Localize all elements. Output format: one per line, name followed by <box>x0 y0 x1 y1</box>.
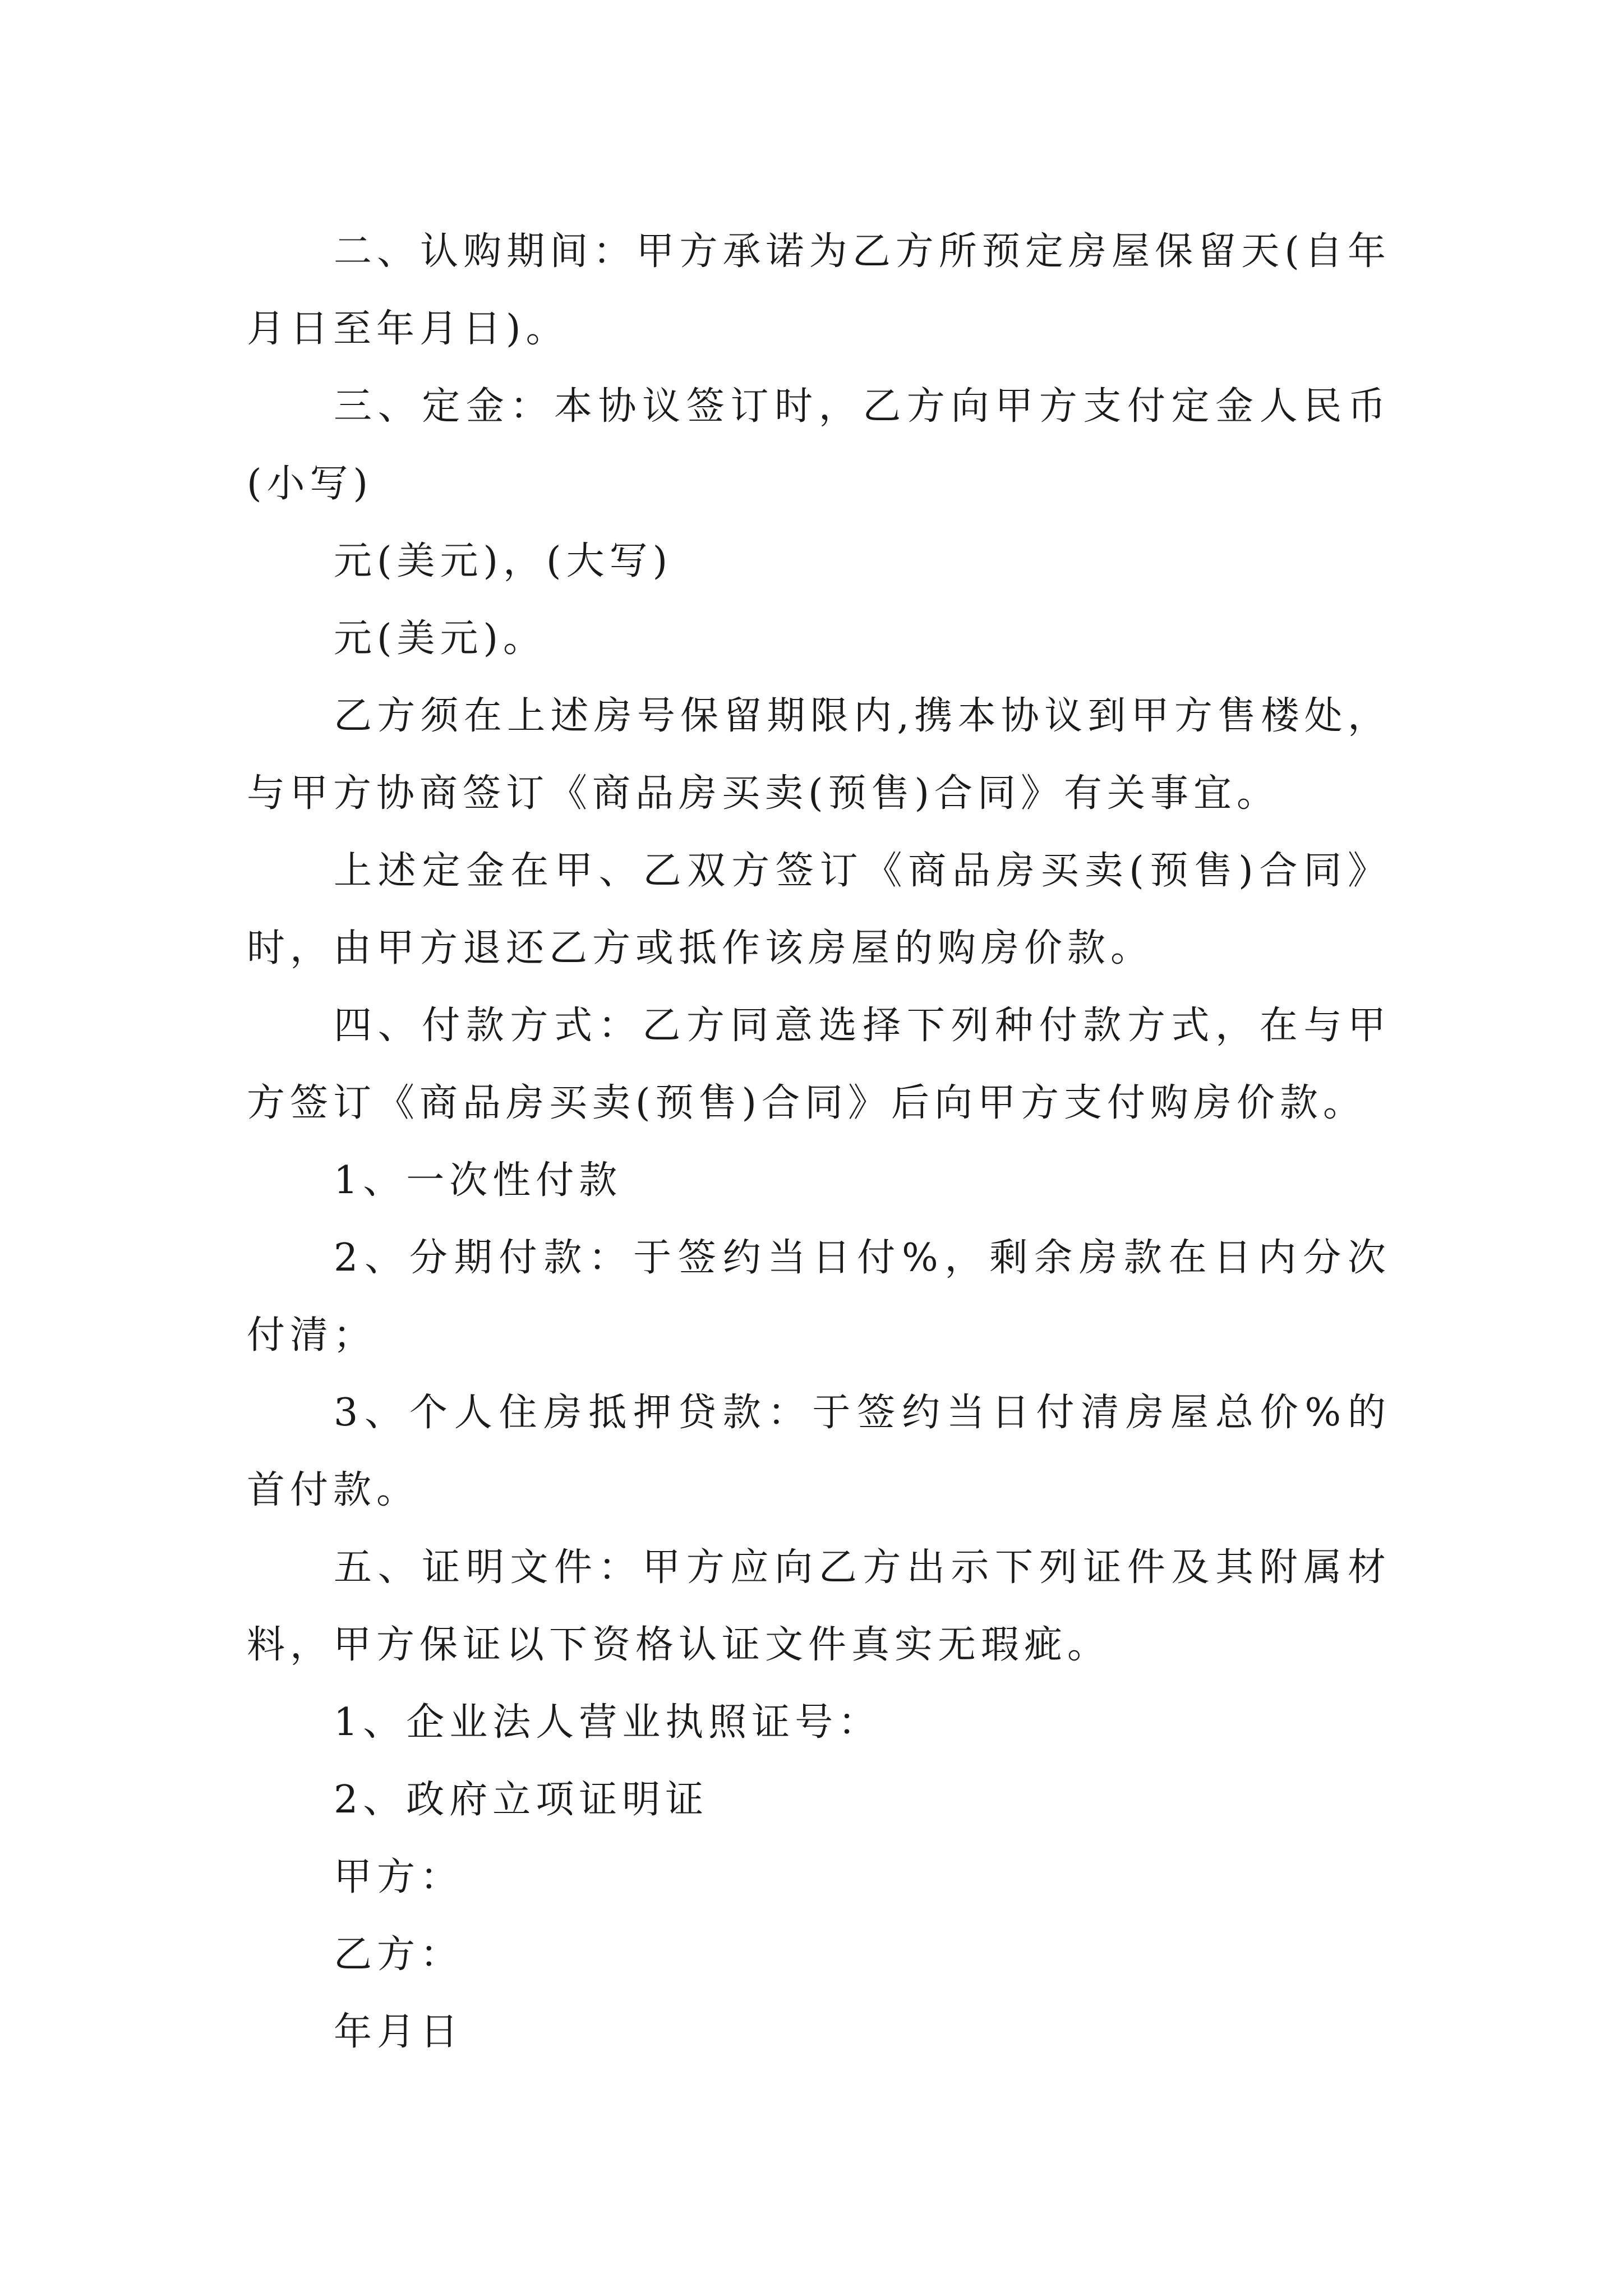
clause-subscription-period: 二、认购期间：甲方承诺为乙方所预定房屋保留天(自年月日至年月日)。 <box>247 229 1391 351</box>
certificate-project-approval: 2、政府立项证明证 <box>334 1778 709 1822</box>
clause-payment-method: 四、付款方式：乙方同意选择下列种付款方式，在与甲方签订《商品房买卖(预售)合同》后向甲方支付购房价款。 <box>247 1004 1391 1125</box>
signature-party-a: 甲方： <box>334 1855 464 1899</box>
deposit-amount-uppercase: 元(美元)。 <box>334 616 547 661</box>
certificate-business-license: 1、企业法人营业执照证号： <box>334 1700 882 1745</box>
clause-deposit: 三、定金：本协议签订时，乙方向甲方支付定金人民币(小写) <box>247 384 1391 506</box>
signature-date: 年月日 <box>334 2010 464 2054</box>
clause-certificates: 五、证明文件：甲方应向乙方出示下列证件及其附属材料，甲方保证以下资格认证文件真实无瑕疵。 <box>247 1545 1391 1667</box>
payment-option-lump-sum: 1、一次性付款 <box>334 1158 623 1203</box>
payment-option-mortgage: 3、个人住房抵押贷款：于签约当日付清房屋总价%的首付款。 <box>247 1391 1391 1512</box>
deposit-amount-lowercase: 元(美元)，(大写) <box>334 539 673 583</box>
signature-party-b: 乙方： <box>334 1932 464 1977</box>
contract-body <box>247 213 1391 2071</box>
payment-option-installment: 2、分期付款：于签约当日付%，剩余房款在日内分次付清； <box>247 1236 1391 1358</box>
clause-deposit-refund: 上述定金在甲、乙双方签订《商品房买卖(预售)合同》时，由甲方退还乙方或抵作该房屋的购房价款。 <box>247 849 1391 970</box>
clause-contract-signing: 乙方须在上述房号保留期限内,携本协议到甲方售楼处，与甲方协商签订《商品房买卖(预售)合同》有关事宜。 <box>247 694 1391 816</box>
